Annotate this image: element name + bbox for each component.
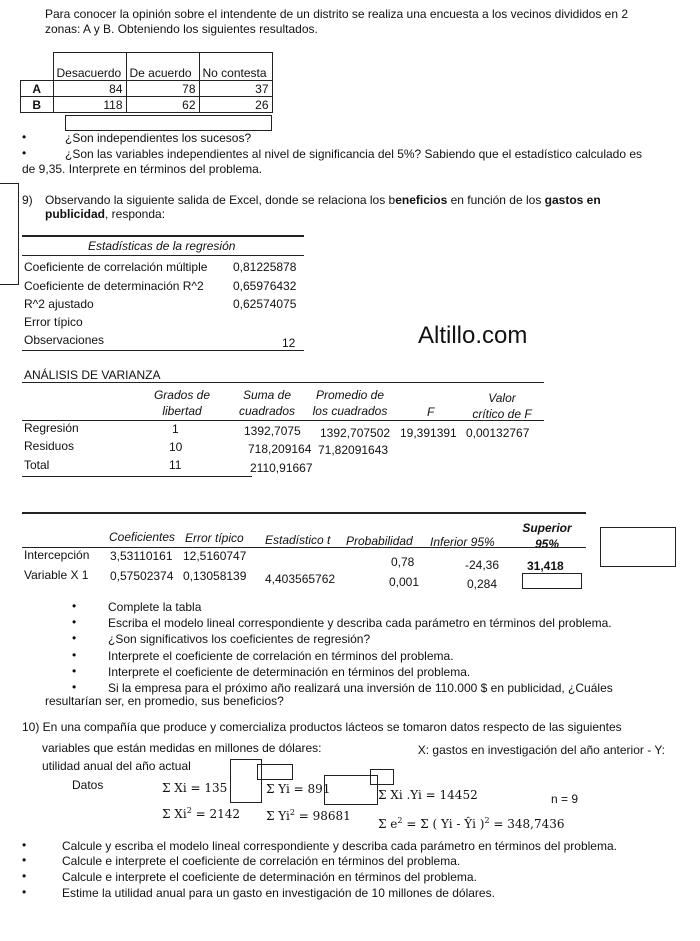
header-desacuerdo: Desacuerdo	[53, 53, 126, 81]
bullet-dot: •	[22, 869, 27, 883]
text: los cuadrados	[312, 404, 388, 418]
cell: 1	[172, 422, 179, 436]
cell: 0,284	[467, 577, 498, 591]
text: 2	[397, 816, 403, 825]
task-item: Escriba el modelo lineal correspondiente y describa cada parámetro en términos del problema.	[108, 616, 612, 630]
cell: 62	[126, 97, 199, 113]
text: Suma de	[242, 388, 292, 402]
cell: 0,57502374	[110, 569, 174, 583]
text-bold: publicidad	[45, 207, 105, 221]
contingency-table	[20, 52, 273, 113]
problem-10-line-2: variables que están medidas en millones de dólares:	[42, 741, 322, 755]
text: Promedio de	[315, 388, 385, 402]
divider	[22, 420, 544, 421]
task-item: Si la empresa para el próximo año realizará una inversión de 110.000 $ en publicidad, ¿Cuáles	[108, 681, 613, 695]
table-row	[21, 97, 273, 113]
cell: -24,36	[465, 558, 500, 572]
stat-value: 0,65976432	[233, 279, 297, 293]
divider	[22, 235, 304, 237]
stat-label: Error típico	[24, 315, 83, 329]
datos-label: Datos	[72, 778, 104, 792]
problem-9-line-1	[45, 193, 695, 207]
cell: 0,78	[391, 555, 415, 569]
task-item: Calcule e interprete el coeficiente de determinación en términos del problema.	[62, 870, 477, 884]
task-item: Interprete el coeficiente de determinación en términos del problema.	[108, 665, 471, 679]
problem-10-line-3: utilidad anual del año actual	[42, 759, 191, 773]
cell: 31,418	[527, 559, 564, 573]
answer-box[interactable]	[370, 769, 394, 785]
text: = 2142	[191, 807, 241, 821]
text: Observando la siguiente salida de Excel, donde se relaciona los b	[45, 193, 396, 207]
text: Valor	[488, 391, 516, 405]
cell: 71,82091643	[318, 443, 389, 457]
text: Superior	[522, 521, 572, 535]
task-item: Interprete el coeficiente de correlación en términos del problema.	[108, 649, 454, 663]
bullet-dot: •	[22, 130, 27, 144]
bullet-dot: •	[72, 664, 77, 678]
text: Σ Yi	[266, 809, 290, 823]
cell: 4,403565762	[265, 572, 336, 586]
answer-box[interactable]	[257, 764, 293, 780]
anova-label: Total	[24, 458, 50, 472]
sum-x2	[162, 804, 240, 821]
text: = 348,7436	[489, 817, 565, 831]
task-item: Complete la tabla	[108, 600, 202, 614]
bullet-dot: •	[72, 680, 77, 694]
coef-header: Coeficientes	[109, 530, 176, 544]
bullet-dot: •	[72, 631, 77, 645]
text: Σ Xi	[162, 807, 187, 821]
text: = Σ ( Yi - Ŷi )	[402, 817, 485, 831]
task-item: ¿Son significativos los coeficientes de regresión?	[108, 632, 371, 646]
anova-header-pc	[308, 387, 392, 419]
header-de-acuerdo: De acuerdo	[126, 53, 199, 81]
cell: 0,13058139	[183, 569, 247, 583]
cell: 10	[169, 440, 183, 454]
bullet-dot: •	[72, 615, 77, 629]
text: = 98681	[294, 809, 351, 823]
text: Σ e	[378, 817, 398, 831]
coef-header: Inferior 95%	[430, 535, 495, 549]
regression-stats-title: Estadísticas de la regresión	[88, 239, 236, 253]
cell: 3,53110161	[110, 549, 173, 563]
table-row	[21, 81, 273, 97]
answer-box[interactable]	[522, 573, 582, 589]
cell: 78	[126, 81, 199, 97]
stat-label: Coeficiente de correlación múltiple	[24, 260, 208, 274]
text: , responda:	[105, 207, 166, 221]
bullet-dot: •	[72, 599, 77, 613]
problem-9-line-2	[45, 207, 165, 221]
cell: 19,391391	[400, 426, 457, 440]
task-item: Estime la utilidad anual para un gasto en investigación de 10 millones de dólares.	[62, 886, 495, 900]
text: 95%	[534, 537, 560, 551]
question-independent-events: ¿Son independientes los sucesos?	[65, 131, 252, 145]
bullet-dot: •	[22, 146, 27, 160]
sum-y: Σ Yi = 891	[266, 782, 331, 796]
text: 2	[186, 806, 192, 815]
anova-header-sc	[235, 387, 299, 419]
anova-header-f: F	[427, 405, 435, 419]
cell: 1392,7075	[244, 424, 301, 438]
coef-label: Variable X 1	[24, 568, 89, 582]
stat-label: Observaciones	[24, 333, 105, 347]
anova-label: Residuos	[24, 439, 75, 453]
divider	[22, 547, 586, 548]
cell: 11	[169, 458, 182, 472]
answer-box[interactable]	[600, 527, 676, 567]
coef-header: Error típico	[185, 531, 244, 545]
bullet-dot: •	[22, 853, 27, 867]
cell: 12,5160747	[183, 549, 247, 563]
sum-xy: Σ Xi .Yi = 14452	[378, 788, 478, 802]
cell: 2110,91667	[250, 461, 313, 475]
intro-line-2: zonas: A y B. Obteniendo los siguientes resultados.	[45, 22, 318, 36]
text: crítico de F	[472, 407, 532, 421]
text: cuadrados	[238, 404, 296, 418]
text: en función de los	[447, 193, 545, 207]
header-no-contesta: No contesta	[199, 53, 272, 81]
sum-x: Σ Xi = 135	[162, 781, 228, 795]
text: Grados de	[153, 388, 211, 402]
cell: 0,00132767	[466, 426, 530, 440]
divider	[22, 255, 304, 256]
text-bold: gastos en	[544, 193, 601, 207]
intro-line-1: Para conocer la opinión sobre el intendente de un distrito se realiza una encuesta a los vecinos divididos en 2	[45, 7, 629, 21]
watermark: Altillo.com	[418, 322, 528, 349]
text-bold: eneficios	[395, 193, 448, 207]
cell: 0,001	[389, 575, 420, 589]
bullet-dot: •	[22, 838, 27, 852]
stat-label: Coeficiente de determinación R^2	[24, 279, 204, 293]
bullet-dot: •	[72, 648, 77, 662]
anova-title: ANÁLISIS DE VARIANZA	[24, 368, 161, 382]
anova-header-gl	[152, 387, 212, 419]
problem-9-number: 9)	[22, 193, 33, 207]
divider	[22, 512, 586, 514]
divider	[22, 350, 304, 351]
divider	[22, 382, 544, 383]
coef-label: Intercepción	[24, 548, 90, 562]
anova-label: Regresión	[24, 421, 79, 435]
cell: 26	[199, 97, 272, 113]
stat-value: 0,62574075	[233, 297, 297, 311]
problem-10-line-2b: X: gastos en investigación del año anterior - Y:	[417, 743, 665, 757]
stat-value: 12	[282, 336, 296, 350]
anova-header-vc	[462, 390, 542, 422]
task-item: Calcule e interprete el coeficiente de correlación en términos del problema.	[62, 854, 461, 868]
bullet-dot: •	[22, 885, 27, 899]
text: 2	[289, 808, 295, 817]
question-independence-test-2: de 9,35. Interprete en términos del problema.	[22, 162, 263, 176]
divider	[22, 476, 252, 477]
coef-header: Probabilidad	[346, 534, 413, 548]
task-item: Calcule y escriba el modelo lineal correspondiente y describa cada parámetro en términos del problema.	[62, 839, 617, 853]
text: libertad	[162, 404, 202, 418]
n-value: n = 9	[551, 792, 579, 806]
coef-header: Estadístico t	[265, 533, 331, 547]
cell: 37	[199, 81, 272, 97]
text: 2	[484, 816, 490, 825]
row-label: A	[21, 81, 54, 97]
stat-value: 0,81225878	[233, 260, 297, 274]
question-independence-test: ¿Son las variables independientes al nivel de significancia del 5%? Sabiendo que el estadístico calculado es	[65, 147, 643, 161]
cell: 718,209164	[248, 442, 312, 456]
cell: 118	[53, 97, 126, 113]
sum-y2	[266, 806, 351, 823]
task-item-cont: resultarían ser, en promedio, sus beneficios?	[45, 694, 284, 708]
margin-box	[0, 183, 19, 285]
stat-label: R^2 ajustado	[24, 297, 94, 311]
row-label: B	[21, 97, 54, 113]
cell: 1392,707502	[320, 426, 391, 440]
problem-10-line-1: 10) En una compañía que produce y comercializa productos lácteos se tomaron datos respecto de las siguientes	[22, 720, 622, 734]
cell: 84	[53, 81, 126, 97]
sum-e2	[378, 814, 565, 831]
answer-box[interactable]	[65, 115, 272, 131]
